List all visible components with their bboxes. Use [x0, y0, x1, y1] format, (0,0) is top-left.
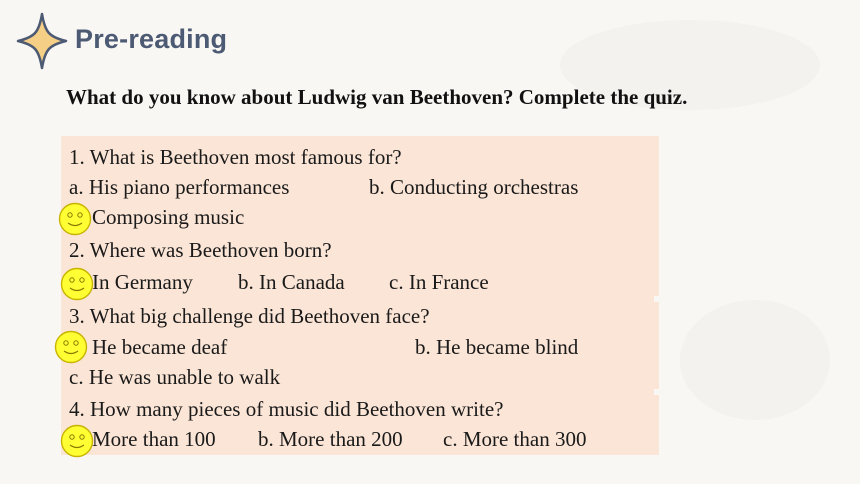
quiz-panel	[61, 136, 659, 455]
smiley-icon	[60, 424, 94, 458]
option-1a[interactable]: a. His piano performances	[69, 175, 290, 199]
option-4c[interactable]: c. More than 300	[443, 427, 587, 451]
option-3c[interactable]: c. He was unable to walk	[69, 365, 281, 389]
four-point-star-icon	[16, 12, 68, 70]
smiley-icon	[54, 330, 88, 364]
quiz-instruction: What do you know about Ludwig van Beethoven? Complete the quiz.	[66, 85, 688, 109]
smiley-icon	[60, 267, 94, 301]
smiley-icon	[58, 202, 92, 236]
option-2b[interactable]: b. In Canada	[238, 270, 345, 294]
option-4a[interactable]: More than 100	[92, 427, 216, 451]
option-3b[interactable]: b. He became blind	[415, 335, 579, 359]
question-2: 2. Where was Beethoven born?	[69, 238, 332, 262]
option-3a[interactable]: He became deaf	[92, 335, 228, 359]
question-4: 4. How many pieces of music did Beethoven write?	[69, 397, 504, 421]
background-decoration	[680, 300, 830, 420]
option-1c[interactable]: Composing music	[92, 205, 245, 229]
option-2a[interactable]: In Germany	[92, 270, 193, 294]
option-4b[interactable]: b. More than 200	[258, 427, 403, 451]
option-2c[interactable]: c. In France	[389, 270, 489, 294]
page-title: Pre-reading	[75, 24, 228, 54]
question-1: 1. What is Beethoven most famous for?	[69, 145, 402, 169]
question-3: 3. What big challenge did Beethoven face?	[69, 304, 430, 328]
option-1b[interactable]: b. Conducting orchestras	[369, 175, 579, 199]
